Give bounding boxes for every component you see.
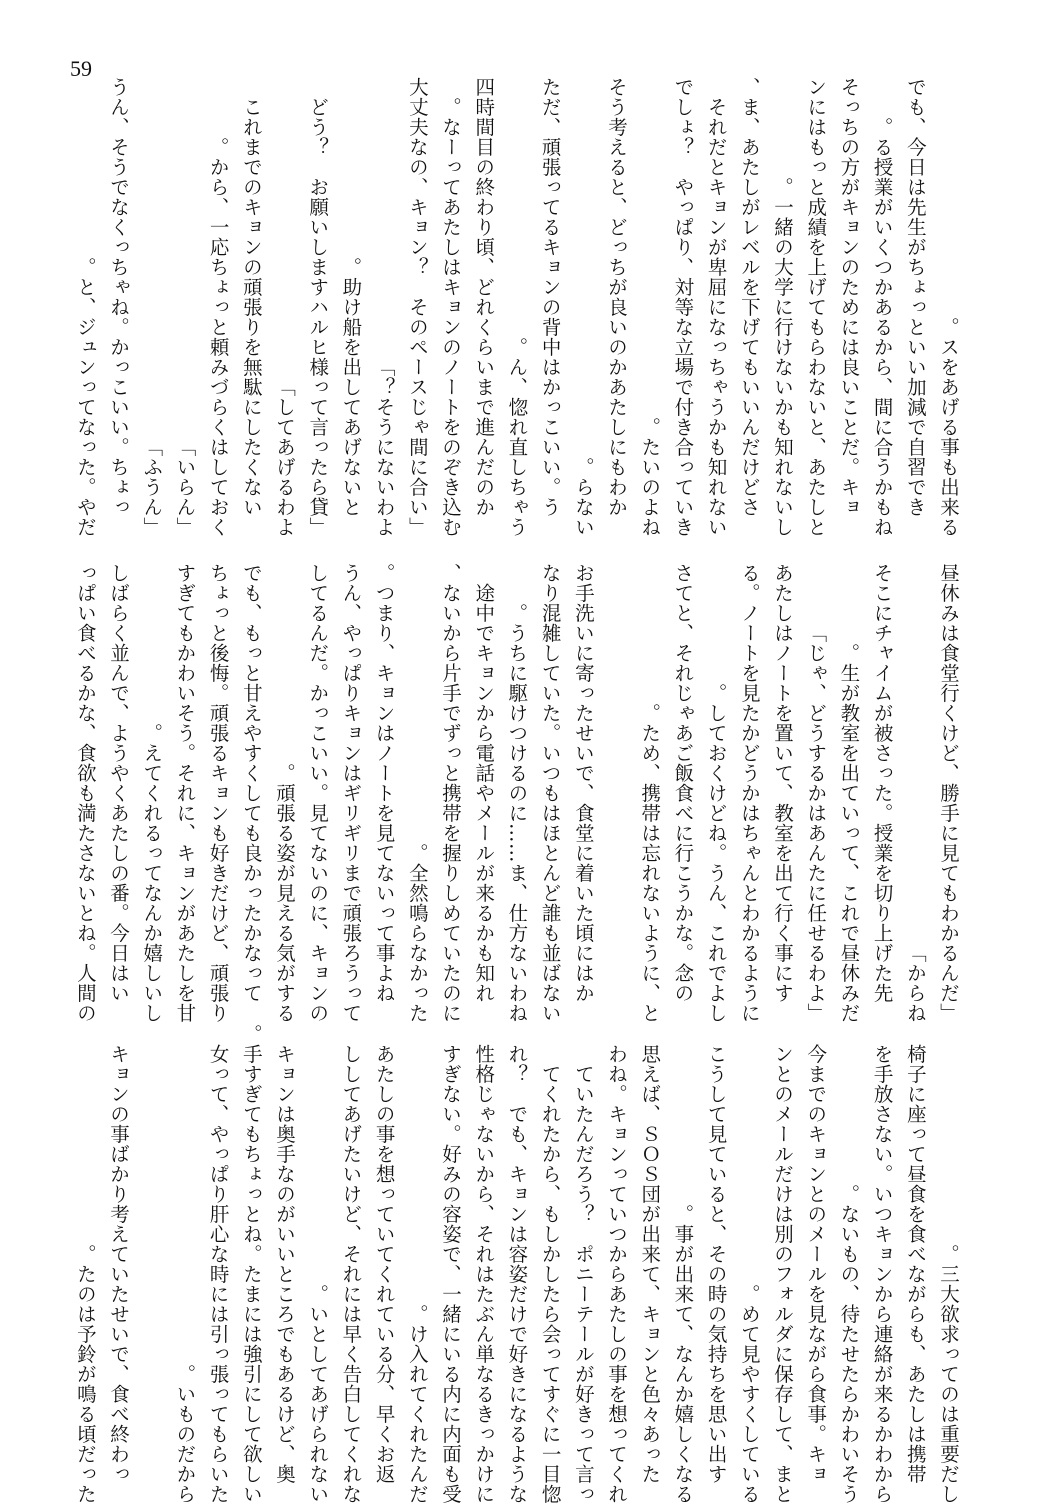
text-block-middle <box>73 563 960 1023</box>
text-line: でしょ？ やっぱり、対等な立場で付き合っていき <box>671 77 695 537</box>
text-line: つまり、キョンはノートを見てないって事よね。 <box>372 563 396 1023</box>
text-line: えてくれるってなんか嬉しいし。 <box>140 723 164 1023</box>
text-line: からね」 <box>903 943 927 1023</box>
text-line: なり混雑していた。いつもはほとんど誰も並ばない <box>538 563 562 1023</box>
text-line: うちに駆けつけるのに……ま、仕方ないわね。 <box>505 603 529 1023</box>
text-line: 今までのキョンとのメールを見ながら食事。キョ <box>804 1044 828 1504</box>
text-line: らない。 <box>571 457 595 537</box>
text-line: 性格じゃないから、それはたぶん単なるきっかけに <box>472 1044 496 1504</box>
text-line: スをあげる事も出来る。 <box>937 317 960 537</box>
text-line: 全然鳴らなかった。 <box>405 843 429 1023</box>
text-line: 女って、やっぱり肝心な時には引っ張ってもらいた <box>206 1044 230 1504</box>
text-line <box>594 578 626 1023</box>
text-line: 頑張る姿が見える気がする。 <box>273 763 296 1023</box>
text-line: そこにチャイムが被さった。授業を切り上げた先 <box>870 563 894 1023</box>
text-line: すぎてもかわいそう。それに、キョンがあたしを甘 <box>173 563 197 1023</box>
text-line: してあげるわよ」 <box>273 377 296 537</box>
text-line: ため、携帯は忘れないように、と。 <box>638 703 662 1023</box>
text-line: てくれたから、もしかしたら会ってすぐに一目惚 <box>538 1064 562 1504</box>
text-line: ンにはもっと成績を上げてもらわないと、あたしと <box>804 77 828 537</box>
text-line: してるんだ。かっこいい。見てないのに、キョンの <box>306 563 330 1023</box>
text-line: 事が出来て、なんか嬉しくなる。 <box>671 1204 695 1504</box>
text-line: 手すぎてもちょっとね。たまには強引にして欲しい。 <box>239 1024 263 1504</box>
text-line: いとしてあげられない。 <box>306 1284 330 1504</box>
text-line: 椅子に座って昼食を食べながらも、あたしは携帯 <box>903 1044 927 1504</box>
text-line: うん、そうでなくっちゃね。かっこいい。ちょっ <box>107 77 130 537</box>
text-line: ん、惚れ直しちゃう。 <box>505 337 529 537</box>
text-line: から、一応ちょっと頼みづらくはしておく。 <box>206 137 230 537</box>
text-line: っぱい食べるかな、食欲も満たさないとね。人間の <box>73 563 97 1023</box>
text-line: 「いらん」 <box>173 437 197 537</box>
text-line: キョンは奥手なのがいいところでもあるけど、奥 <box>273 1044 296 1504</box>
text-line: ま、あたしがレベルを下げてもいいんだけどさ、 <box>737 77 761 537</box>
text-line: 途中でキョンから電話やメールが来るかも知れ <box>472 583 496 1023</box>
text-line: ちょっと後悔。頑張るキョンも好きだけど、頑張り <box>206 563 230 1023</box>
text-line: しておくけどね。うん、これでよし。 <box>704 683 728 1023</box>
text-line: 四時間目の終わり頃、どれくらいまで進んだのか <box>472 77 496 537</box>
text-line: たのは予鈴が鳴る頃だった。 <box>73 1244 97 1504</box>
text-line: これまでのキョンの頑張りを無駄にしたくない <box>239 97 263 537</box>
text-line: 「大丈夫なの、キョン？ そのペースじゃ間に合い <box>405 77 429 537</box>
text-line: あたしはノートを置いて、教室を出て行く事にす <box>771 563 794 1023</box>
text-line: しばらく並んで、ようやくあたしの番。今日はい <box>107 563 130 1023</box>
text-line: 三大欲求ってのは重要だし。 <box>937 1244 960 1504</box>
page-number: 59 <box>70 56 92 81</box>
text-line: なーってあたしはキョンのノートをのぞき込む。 <box>439 97 462 537</box>
text-line: めて見やすくしている。 <box>737 1284 761 1504</box>
text-line: さてと、それじゃあご飯食べに行こうかな。念の <box>671 563 695 1023</box>
text-line: 「じゃ、どうするかはあんたに任せるわよ」 <box>804 623 828 1023</box>
text-line: 一緒の大学に行けないかも知れないし。 <box>771 177 794 537</box>
text-line: 助け船を出してあげないと。 <box>339 257 363 537</box>
text-line: れ？ でも、キョンは容姿だけで好きになるような <box>505 1044 529 1504</box>
text-line: 「どう？ お願いしますハルヒ様って言ったら貸 <box>306 97 330 537</box>
text-line: うん、やっぱりキョンはギリギリまで頑張ろうって <box>339 563 363 1023</box>
text-line: ンとのメールだけは別のフォルダに保存して、まと <box>771 1044 794 1504</box>
text-line: キョンの事ばかり考えていたせいで、食べ終わっ <box>107 1044 130 1504</box>
text-line: と、ジュンってなった。やだ。 <box>73 257 97 537</box>
text-line <box>129 1064 161 1504</box>
text-line: そっちの方がキョンのためには良いことだ。キョ <box>837 77 861 537</box>
text-line: ないもの、待たせたらかわいそう。 <box>837 1184 861 1504</box>
text-line: わね。キョンっていつからあたしの事を想ってくれ <box>605 1044 628 1504</box>
text-line: ししてあげたいけど、それには早く告白してくれな <box>339 1044 363 1504</box>
text-block-bottom <box>73 1024 960 1504</box>
text-line: お手洗いに寄ったせいで、食堂に着いた頃にはか <box>571 563 595 1023</box>
text-line: 「昼休みは食堂行くけど、勝手に見てもわかるんだ <box>937 563 960 1023</box>
text-line: すぎない。好みの容姿で、一緒にいる内に内面も受 <box>439 1044 462 1504</box>
text-line: いものだから。 <box>173 1364 197 1504</box>
text-line: る授業がいくつかあるから、間に合うかもね。 <box>870 117 894 537</box>
text-line: あたしの事を想っていてくれている分、早くお返 <box>372 1044 396 1504</box>
text-line: 思えば、ＳＯＳ団が出来て、キョンと色々あった <box>638 1044 662 1504</box>
text-line: ただ、頑張ってるキョンの背中はかっこいい。う <box>538 77 562 537</box>
text-line: でも、今日は先生がちょっといい加減で自習でき <box>903 77 927 537</box>
text-line: それだとキョンが卑屈になっちゃうかも知れない <box>704 97 728 537</box>
text-line: こうして見ていると、その時の気持ちを思い出す <box>704 1044 728 1504</box>
text-line: そうにないわよ？」 <box>372 357 396 537</box>
text-line: け入れてくれたんだ。 <box>405 1304 429 1504</box>
text-line: を手放さない。いつキョンから連絡が来るかわから <box>870 1044 894 1504</box>
text-line: 生が教室を出ていって、これで昼休みだ。 <box>837 643 861 1023</box>
text-line: たいのよね。 <box>638 417 662 537</box>
text-block-top <box>73 77 960 537</box>
text-line: ないから片手でずっと携帯を握りしめていたのに、 <box>439 563 462 1023</box>
text-line: る。ノートを見たかどうかはちゃんとわかるように <box>737 563 761 1023</box>
text-line: ていたんだろう？ ポニーテールが好きって言っ <box>571 1064 595 1504</box>
text-line: そう考えると、どっちが良いのかあたしにもわか <box>605 77 628 537</box>
text-line: 「ふうん」 <box>140 437 164 537</box>
text-line: でも、もっと甘えやすくしても良かったかなって <box>239 563 263 1023</box>
